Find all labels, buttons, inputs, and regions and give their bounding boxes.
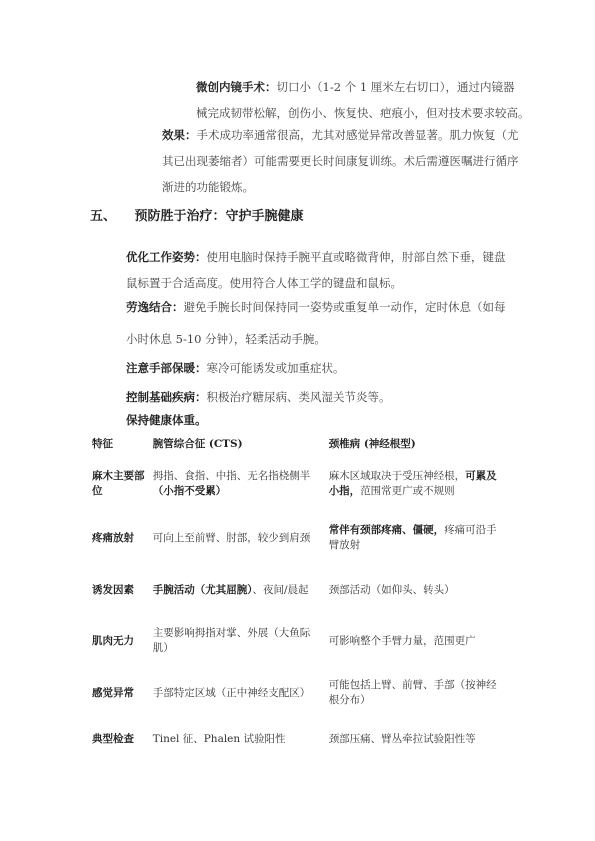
posture-label: 优化工作姿势： bbox=[126, 250, 207, 264]
table-header-row bbox=[88, 430, 508, 456]
cervical-text: 颈部压痛、臂丛牵拉试验阳性等 bbox=[328, 732, 476, 745]
rest-label: 劳逸结合： bbox=[126, 300, 184, 314]
cts-text: 主要影响拇指对掌、外展（大鱼际肌） bbox=[152, 627, 311, 654]
rest-line2: 小时休息 5-10 分钟），轻柔活动手腕。 bbox=[126, 332, 326, 346]
effect-line2: 其已出现萎缩者）可能需要更长时间康复训练。术后需遵医嘱进行循序 bbox=[162, 154, 519, 168]
comparison-table bbox=[88, 430, 508, 758]
posture-paragraph bbox=[126, 244, 536, 296]
effect-line1: 手术成功率通常很高，尤其对感觉异常改善显著。肌力恢复（尤 bbox=[196, 128, 519, 142]
warm-paragraph bbox=[126, 355, 345, 381]
minimal-surgery-line1: 切口小（1-2 个 1 厘米左右切口），通过内镜器 bbox=[276, 80, 515, 94]
cts-bold-text: （小指不受累） bbox=[152, 485, 227, 497]
table-row bbox=[88, 510, 508, 564]
cervical-text-tail: 范围常更广或不规则 bbox=[360, 485, 455, 497]
cervical-cell bbox=[325, 456, 508, 510]
cervical-cell bbox=[325, 666, 508, 718]
cts-bold-text: 手腕活动（尤其屈腕） bbox=[152, 583, 253, 596]
rest-line1: 避免手腕长时间保持同一姿势或重复单一动作，定时休息（如每 bbox=[183, 300, 506, 314]
table-row bbox=[88, 456, 508, 510]
cervical-bold-text: 可累及小指， bbox=[328, 470, 497, 497]
feature-cell: 典型检查 bbox=[92, 732, 134, 745]
disease-label: 控制基础疾病： bbox=[126, 390, 207, 404]
feature-cell: 麻木主要部位 bbox=[92, 470, 145, 497]
cervical-text: 可影响整个手臂力量，范围更广 bbox=[328, 634, 476, 647]
section-heading bbox=[90, 205, 304, 224]
feature-cell: 肌肉无力 bbox=[92, 634, 134, 647]
cts-text: 可向上至前臂、肘部，较少到肩颈 bbox=[152, 531, 311, 544]
disease-text: 积极治疗糖尿病、类风湿关节炎等。 bbox=[206, 390, 391, 404]
minimal-surgery-paragraph bbox=[196, 74, 536, 126]
cts-text: 拇指、食指、中指、无名指桡侧半 bbox=[152, 470, 311, 482]
feature-cell: 疼痛放射 bbox=[92, 531, 134, 544]
table-row bbox=[88, 564, 508, 614]
cervical-text: 麻木区域取决于受压神经根， bbox=[328, 470, 466, 482]
cervical-text: 可能包括上臂、前臂、手部（按神经根分布） bbox=[328, 679, 497, 706]
cervical-bold-text: 常伴有颈部疼痛、僵硬， bbox=[328, 524, 445, 536]
warm-label: 注意手部保暖： bbox=[126, 361, 207, 375]
minimal-surgery-line2: 械完成韧带松解，创伤小、恢复快、疤痕小，但对技术要求较高。 bbox=[196, 106, 530, 120]
feature-cell: 感觉异常 bbox=[92, 686, 134, 699]
cts-cell bbox=[149, 456, 325, 510]
effect-line3: 渐进的功能锻炼。 bbox=[162, 180, 254, 194]
table-row bbox=[88, 718, 508, 758]
cts-cell bbox=[149, 510, 325, 564]
posture-line2: 鼠标置于合适高度。使用符合人体工学的键盘和鼠标。 bbox=[126, 276, 402, 290]
header-cts: 腕管综合征 (CTS) bbox=[152, 437, 243, 450]
cervical-text: 颈部活动（如仰头、转头） bbox=[328, 583, 455, 596]
section-number: 五、 bbox=[90, 209, 117, 224]
cervical-cell bbox=[325, 718, 508, 758]
cervical-cell bbox=[325, 510, 508, 564]
table-row bbox=[88, 614, 508, 666]
section-title: 预防胜于治疗：守护手腕健康 bbox=[134, 209, 304, 224]
cts-text: 手部特定区域（正中神经支配区） bbox=[152, 686, 311, 699]
cts-cell bbox=[149, 614, 325, 666]
cts-cell bbox=[149, 718, 325, 758]
rest-paragraph bbox=[126, 291, 536, 355]
cts-cell bbox=[149, 666, 325, 718]
cervical-cell bbox=[325, 614, 508, 666]
cts-text-tail: 、夜间/晨起 bbox=[252, 583, 309, 596]
cervical-text-tail: 疼痛可沿手臂放射 bbox=[328, 524, 497, 551]
warm-text: 寒冷可能诱发或加重症状。 bbox=[206, 361, 345, 375]
effect-paragraph bbox=[162, 122, 542, 200]
feature-cell: 诱发因素 bbox=[92, 583, 134, 596]
minimal-surgery-label: 微创内镜手术： bbox=[196, 80, 277, 94]
cervical-cell bbox=[325, 564, 508, 614]
header-cervical: 颈椎病 (神经根型) bbox=[328, 437, 416, 450]
table-row bbox=[88, 666, 508, 718]
cts-text: Tinel 征、Phalen 试验阳性 bbox=[152, 732, 286, 745]
weight-label: 保持健康体重。 bbox=[126, 413, 207, 427]
cts-cell bbox=[149, 564, 325, 614]
header-feature: 特征 bbox=[92, 437, 113, 450]
effect-label: 效果： bbox=[162, 128, 197, 142]
posture-line1: 使用电脑时保持手腕平直或略微背伸，肘部自然下垂，键盘 bbox=[206, 250, 506, 264]
